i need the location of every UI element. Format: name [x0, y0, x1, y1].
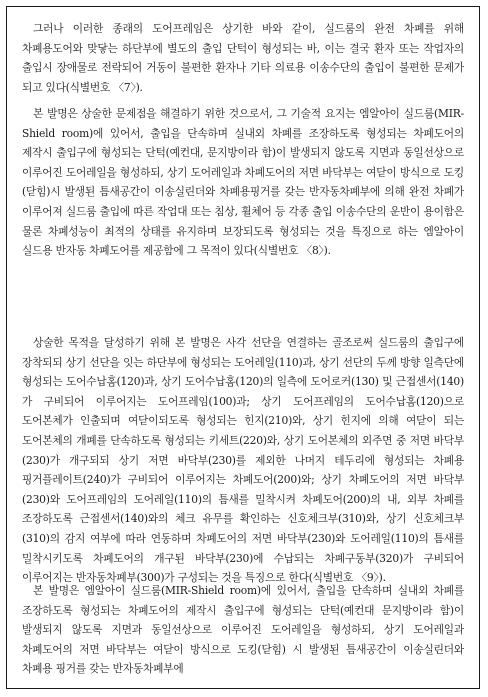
paragraph-prior-art-problem: 그러나 이러한 종래의 도어프레임은 상기한 바와 같이, 실드룸의 완전 차폐를 위해 차폐용도어와 맞닿는 하단부에 별도의 출입 단턱이 형성되는 바, 이는 결국 환자 또는 작업자의 출입시 장애물로 전락되어 거동이 불편한 환자나 기타 의료용 이송수단의 출입이 불편한 문제가 되고 있다(식별번호 〈7〉).: [22, 22, 464, 94]
paragraph-invention-purpose: 본 발명은 상술한 문제점을 해결하기 위한 것으로서, 그 기술적 요지는 엠알아이 실드룸(MIR-Shield room)에 있어서, 출입을 단속하며 실내외 차폐를 조장하도록 형성되는 차폐도어의 제작시 출입구에 형성되는 단턱(예컨대, 문지방이라 함)이 발생되지 않도록 지면과 동일선상으로 이루어진 도어레일을 형성하되, 상기 도어레일과 차폐도어의 저면 바닥부는 여닫이 방식으로 도킹(닫힘)시 발생된 틈새공간이 이송실린더와 차폐용핑거를 갖는 반자동차폐부에 의해 완전 차폐가 이루어져 실드룸 출입에 따른 작업대 또는 침상, 휠체어 등 각종 출입 이송수단의 운반이 용이함은 물론 차폐성능이 최적의 상태를 유지하며 보장되도록 형성되는 것을 특징으로 하는 엠알아이 실드용 반자동 차폐도어를 제공함에 그 목적이 있다(식별번호 〈8〉).: [22, 107, 464, 258]
paragraph-invention-structure: 상술한 목적을 달성하기 위해 본 발명은 사각 선단을 연결하는 골조로써 실드룸의 출입구에 장착되되 상기 선단을 잇는 하단부에 형성되는 도어레일(110)과, 상기 선단의 두께 방향 일측단에 형성되는 도어수납홈(120)과, 상기 도어수납홈(120)의 일측에 도어로커(130) 및 근접센서(140)가 구비되어 이루어지는 도어프레임(100)과; 상기 도어프레임의 도어수납홈(120)으로 도어본체가 인출되며 여닫이되도록 형성되는 힌지(210)와, 상기 힌지에 의해 여닫이 되는 도어본체의 개폐를 단속하도록 형성되는 키세트(220)와, 상기 도어본체의 외주면 중 저면 바닥부(230)가 개구되되 상기 저면 바닥부(230)를 제외한 나머지 테두리에 형성되는 차폐용 핑거플레이트(240)가 구비되어 이루어지는 차폐도어(200)와; 상기 차폐도어의 저면 바닥부(230)와 도어프레임의 도어레일(110)의 틈새를 밀착시켜 차폐도어(200)의 내, 외부 차폐를 조장하도록 근접센서(140)와의 체크 유무를 확인하는 신호체크부(310)와, 상기 신호체크부(310)의 감지 여부에 따라 연동하며 차폐도어의 저면 바닥부(230)와 도어레일(110)의 틈새를 밀착시키도록 차폐도어의 개구된 바닥부(230)에 수납되는 차폐구동부(320)가 구비되어 이루어지는 반자동차폐부(300)가 구성되는 것을 특징으로 한다(식별번호 〈9〉).: [22, 336, 464, 585]
paragraph-invention-summary: 본 발명은 엠알아이 실드룸(MIR-Shield room)에 있어서, 출입을 단속하며 실내외 차폐를 조장하도록 형성되는 차폐도어의 제작시 출입구에 형성되는 단턱(예컨대 문지방이라 함)이 발생되지 않도록 지면과 동일선상으로 이루어진 도어레일을 형성하되, 상기 도어레일과 차폐도어의 저면 바닥부는 여닫이 방식으로 도킹(닫힘) 시 발생된 틈새공간이 이송실린더와 차폐용 핑거를 갖는 반자동차폐부에: [22, 584, 464, 676]
document-page: [6, 6, 480, 689]
